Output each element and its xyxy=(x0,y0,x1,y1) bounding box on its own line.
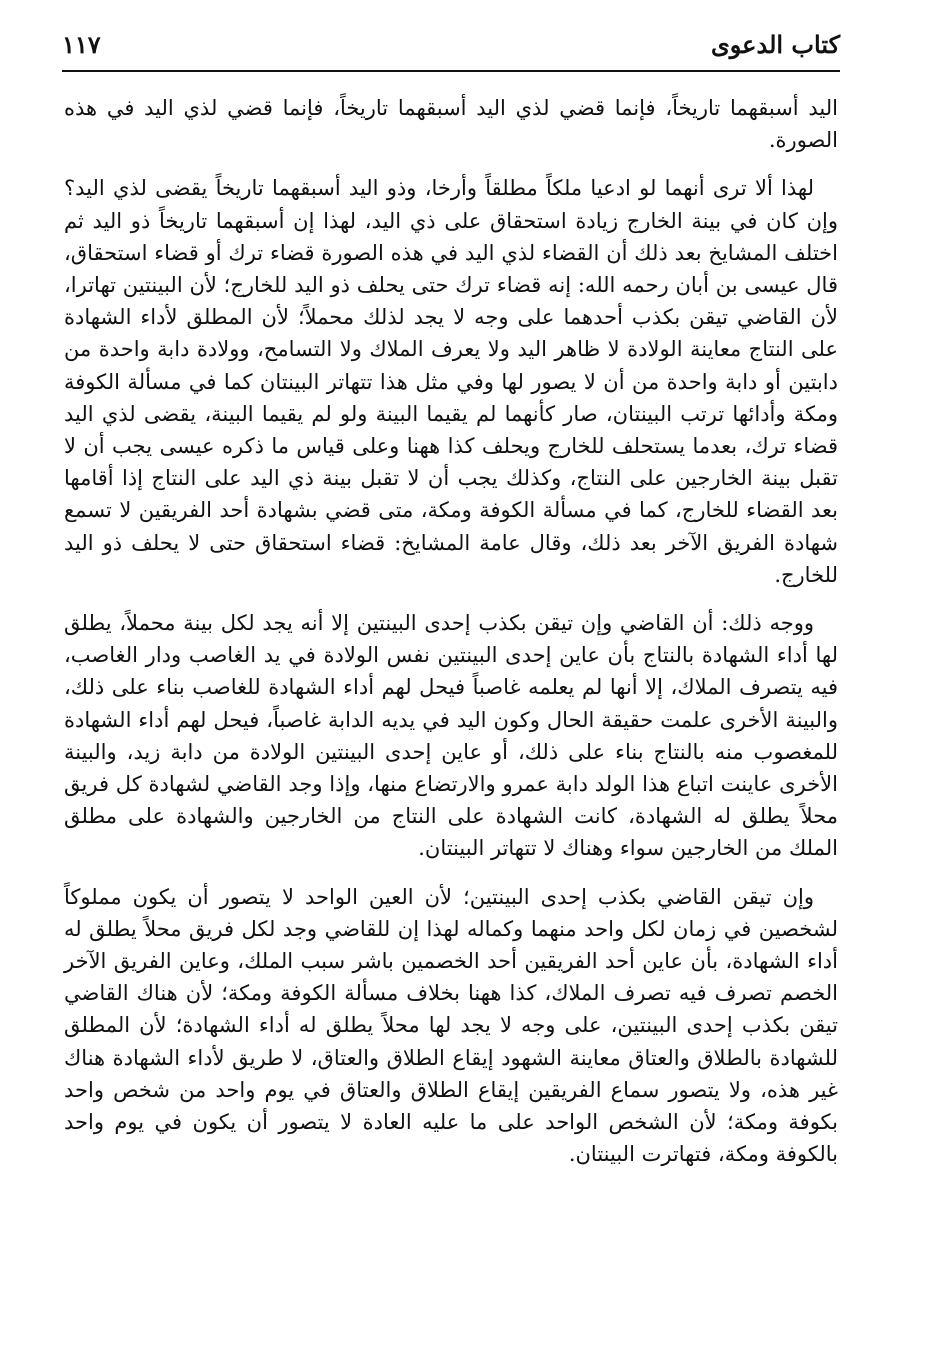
book-title: كتاب الدعوى xyxy=(710,30,840,59)
paragraph-reasoning: ووجه ذلك: أن القاضي وإن تيقن بكذب إحدى البينتين إلا أنه يجد لكل بينة محملاً، يطلق لها أداء الشهادة بالنتاج بأن عاين إحدى البينتين نفس الولادة في يد الغاصب ودار الغاصب، فيه يتصرف الملاك، إلا أنها لم يعلمه غاصباً فيحل لهم أداء الشهادة للغاصب بناء على ذلك، والبينة الأخرى علمت حقيقة الحال وكون اليد في يديه الدابة غاصباً، فيحل لهم أداء الشهادة للمغصوب منه بالنتاج بناء على ذلك، أو عاين إحدى البينتين الولادة من دابة زيد، والبينة الأخرى عاينت اتباع هذا الولد دابة عمرو والارتضاع منها، وإذا وجد القاضي لشهادة كل فريق محلاً يطلق له الشهادة، كانت الشهادة على النتاج من الخارجين والشهادة على مطلق الملك من الخارجين سواء وهناك لا تتهاتر البينتان. xyxy=(64,611,838,861)
page-number: ١١٧ xyxy=(62,30,101,59)
header-rule xyxy=(62,70,840,72)
paragraph-kufa-makkah-comparison: وإن تيقن القاضي بكذب إحدى البينتين؛ لأن العين الواحد لا يتصور أن يكون مملوكاً لشخصين في زمان لكل واحد منهما وكماله لهذا إن للقاضي وجد لكل فريق محلاً يطلق له أداء الشهادة، بأن عاين أحد الفريقين أحد الخصمين باشر سبب الملك، وعاين الفريق الآخر الخصم تصرف فيه تصرف الملاك، كذا ههنا بخلاف مسألة الكوفة ومكة؛ لأن هناك القاضي تيقن بكذب إحدى البينتين، على وجه لا يجد لها محلاً يطلق له أداء الشهادة؛ لأن المطلق للشهادة بالطلاق والعتاق معاينة الشهود إيقاع الطلاق والعتاق، لا طريق لأداء الشهادة هناك غير هذه، ولا يتصور سماع الفريقين إيقاع الطلاق والعتاق في يوم واحد من شخص واحد بكوفة ومكة؛ لأن الشخص الواحد على ما عليه العادة لا يتصور أن يكون في يوم واحد بالكوفة ومكة، فتهاترت البينتان. xyxy=(64,884,838,1167)
running-header xyxy=(62,24,840,64)
paragraph-isa-ibn-aban-opinion: لهذا ألا ترى أنهما لو ادعيا ملكاً مطلقاً وأرخا، وذو اليد أسبقهما تاريخاً يقضى لذي اليد؟ وإن كان في بينة الخارج زيادة استحقاق على ذي اليد، لهذا إن أسبقهما تاريخاً ذو اليد ثم اختلف المشايخ بعد ذلك أن القضاء لذي اليد في هذه الصورة قضاء ترك أو قضاء استحقاق، قال عيسى بن أبان رحمه الله: إنه قضاء ترك حتى يحلف ذو اليد للخارج؛ لأن البينتين تهاترا، لأن القاضي تيقن بكذب أحدهما على وجه لا يجد لذلك محملاً؛ لأن المطلق لأداء الشهادة على النتاج معاينة الولادة لا ظاهر اليد ولا يعرف الملاك ولا التسامح، وولادة دابة واحدة من دابتين أو دابة واحدة من أن لا يصور لها وفي مثل هذا تتهاتر البينتان كما في مسألة الكوفة ومكة وأدائها ترتب البينتان، صار كأنهما لم يقيما البينة ولو لم يقيما البينة، يقضى لذي اليد قضاء ترك، بعدما يستحلف للخارج ويحلف كذا ههنا وعلى قياس ما ذكره عيسى يجب أن لا تقبل بينة الخارجين على النتاج، وكذلك يجب أن لا تقبل بينة ذي اليد على النتاج إذا أقامها بعد القضاء للخارج، كما في مسألة الكوفة ومكة، متى قضي بشهادة أحد الفريقين لا تسمع شهادة الفريق الآخر بعد ذلك، وقال عامة المشايخ: قضاء استحقاق حتى لا يحلف ذو اليد للخارج. xyxy=(64,176,838,587)
paragraph-continuation: اليد أسبقهما تاريخاً، فإنما قضي لذي اليد أسبقهما تاريخاً، فإنما قضي لذي اليد في هذه الصورة. xyxy=(64,96,838,153)
body-text xyxy=(64,92,838,1171)
